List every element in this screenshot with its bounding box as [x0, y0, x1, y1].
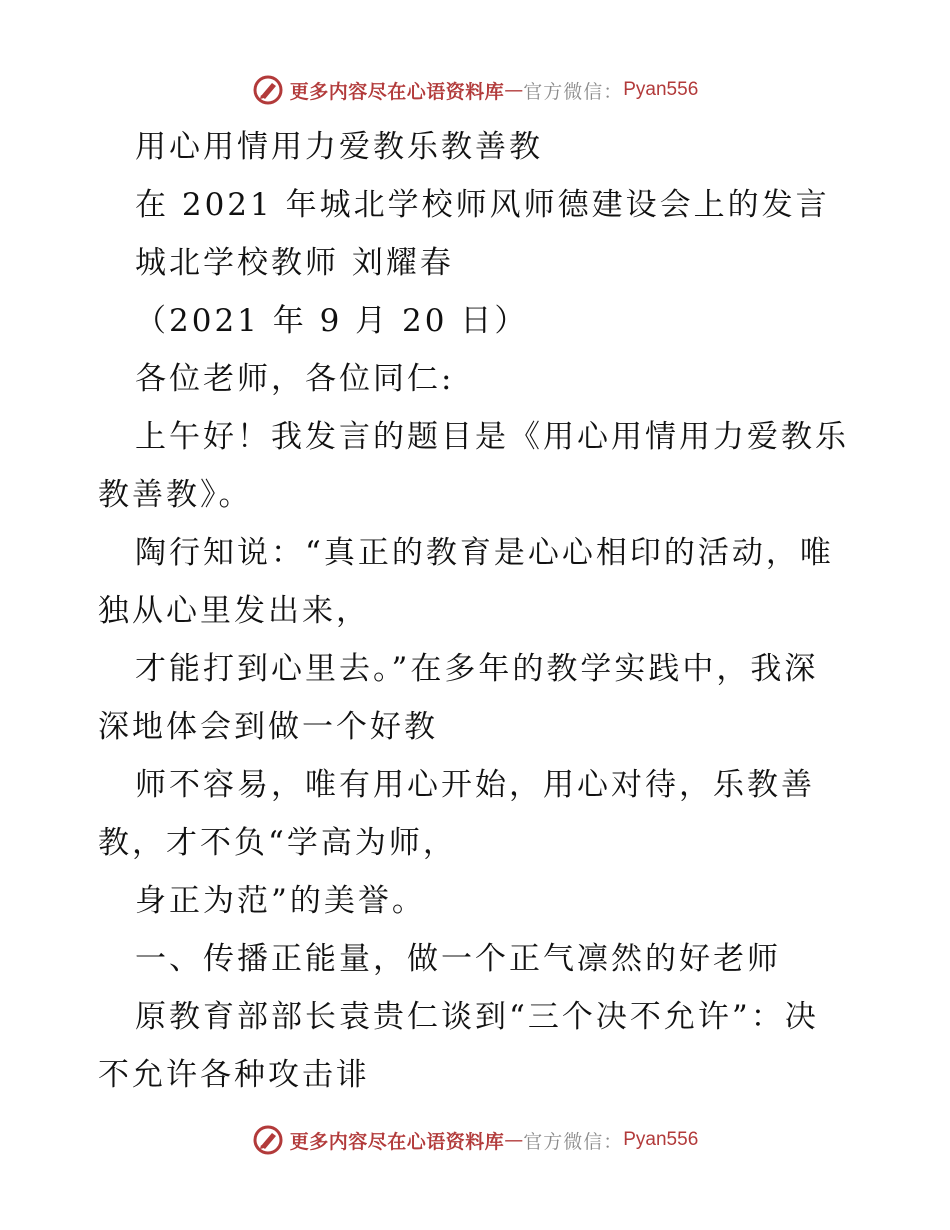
text-line: 独从心里发出来，	[98, 593, 370, 629]
document-subtitle: 在 2021 年城北学校师风师德建设会上的发言	[135, 187, 830, 223]
document-date: （2021 年 9 月 20 日）	[135, 303, 529, 339]
watermark-dash: —	[504, 79, 524, 101]
document-author: 城北学校教师 刘耀春	[135, 245, 454, 281]
watermark-wechat-id: Pyan556	[623, 1129, 699, 1150]
watermark-wechat-label: 官方微信：	[523, 80, 624, 103]
text-line: 师不容易，唯有用心开始，用心对待，乐教善	[135, 767, 815, 803]
watermark-site-text: 更多内容尽在心语资料库	[289, 1130, 505, 1153]
text-line: 教，才不负“学高为师，	[98, 825, 457, 861]
document-body	[98, 118, 868, 1104]
watermark-site-text: 更多内容尽在心语资料库	[289, 80, 505, 103]
text-line: 深地体会到做一个好教	[98, 709, 438, 745]
text-line: 身正为范”的美誉。	[135, 883, 426, 919]
footer-watermark	[0, 1120, 950, 1160]
header-watermark	[0, 70, 950, 110]
document-title: 用心用情用力爱教乐教善教	[135, 129, 543, 165]
text-line: 才能打到心里去。”在多年的教学实践中，我深	[135, 651, 819, 687]
book-pen-logo-icon	[252, 74, 284, 106]
watermark-dash: —	[504, 1129, 524, 1151]
book-pen-logo-icon	[252, 1124, 284, 1156]
text-line: 上午好！我发言的题目是《用心用情用力爱教乐	[135, 419, 849, 455]
watermark-wechat-id: Pyan556	[623, 79, 699, 100]
text-line: 陶行知说：“真正的教育是心心相印的活动，唯	[135, 535, 834, 571]
section-heading: 一、传播正能量，做一个正气凛然的好老师	[135, 941, 781, 977]
text-line: 不允许各种攻击诽	[98, 1057, 370, 1093]
text-line: 各位老师，各位同仁:	[135, 361, 455, 397]
text-line: 教善教》。	[98, 477, 253, 513]
text-line: 原教育部部长袁贵仁谈到“三个决不允许”：决	[135, 999, 819, 1035]
watermark-wechat-label: 官方微信：	[523, 1130, 624, 1153]
